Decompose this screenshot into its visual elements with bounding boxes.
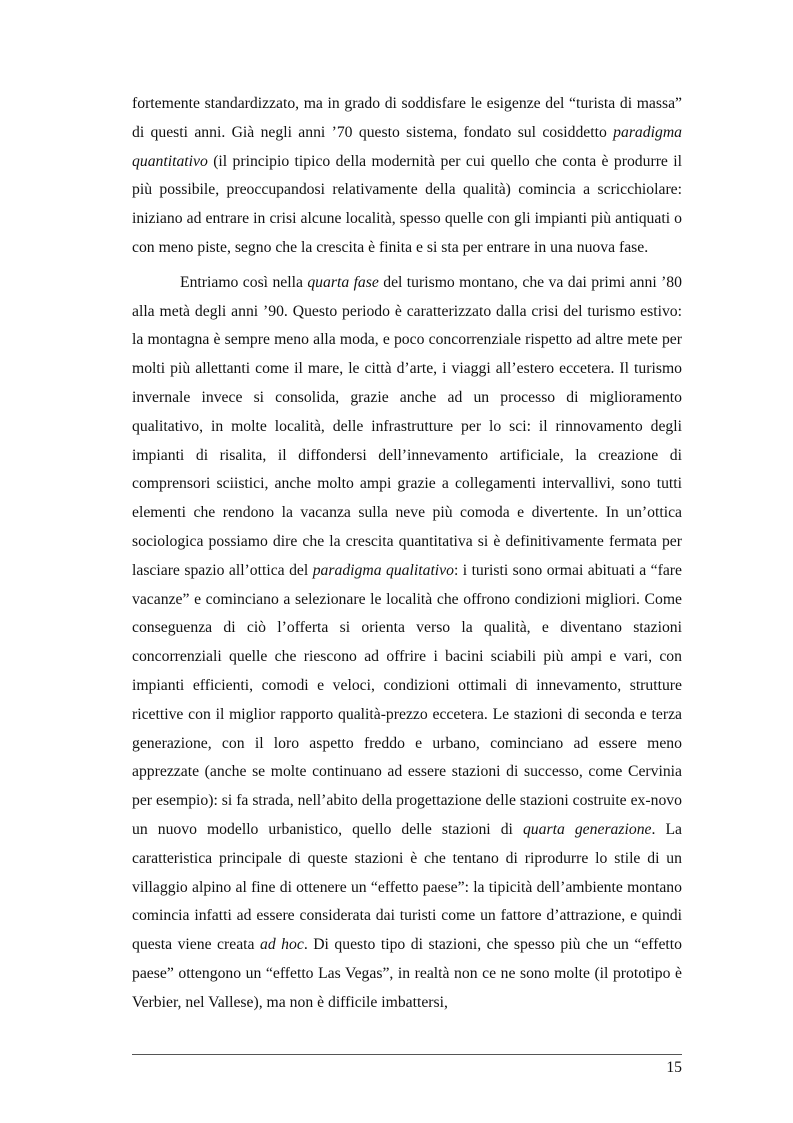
paragraph: Entriamo così nella quarta fase del turismo montano, che va dai primi anni ’80 alla metà degli anni ’90. Questo periodo è caratterizzato dalla crisi del turismo estivo: la montagna è sempre meno alla moda, e poco concorrenziale rispetto ad altre mete per molti più allettanti come il mare, le città d’arte, i viaggi all’estero eccetera. Il turismo invernale invece si consolida, grazie anche ad un processo di miglioramento qualitativo, in molte località, delle infrastrutture per lo sci: il rinnovamento degli impianti di risalita, il diffondersi dell’innevamento artificiale, la creazione di comprensori sciistici, anche molto ampi grazie a collegamenti intervallivi, sono tutti elementi che rendono la vacanza sulla neve più comoda e divertente. In un’ottica sociologica possiamo dire che la crescita quantitativa si è definitivamente fermata per lasciare spazio all’ottica del paradigma qualitativo: i turisti sono ormai abituati a “fare vacanze” e cominciano a selezionare le località che offrono condizioni migliori. Come conseguenza di ciò l’offerta si orienta verso la qualità, e diventano stazioni concorrenziali quelle che riescono ad offrire i bacini sciabili più ampi e vari, con impianti efficienti, comodi e veloci, condizioni ottimali di innevamento, strutture ricettive con il miglior rapporto qualità-prezzo eccetera. Le stazioni di seconda e terza generazione, con il loro aspetto freddo e urbano, cominciano ad essere meno apprezzate (anche se molte continuano ad essere stazioni di successo, come Cervinia per esempio): si fa strada, nell’abito della progettazione delle stazioni costruite ex-novo un nuovo modello urbanistico, quello delle stazioni di quarta generazione. La caratteristica principale di queste stazioni è che tentano di riprodurre lo stile di un villaggio alpino al fine di ottenere un “effetto paese”: la tipicità dell’ambiente montano comincia infatti ad essere considerata dai turisti come un fattore d’attrazione, e quindi questa viene creata ad hoc. Di questo tipo di stazioni, che spesso più che un “effetto paese” ottengono un “effetto Las Vegas”, in realtà non ce ne sono molte (il prototipo è Verbier, nel Vallese), ma non è difficile imbattersi, [132,273,683,1011]
italic-term: ad hoc [259,936,304,954]
page-number: 15 [666,1059,682,1076]
paragraph: fortemente standardizzato, ma in grado di soddisfare le esigenze del “turista di massa” di questi anni. Già negli anni ’70 questo sistema, fondato sul cosiddetto paradigma quantitativo (il principio tipico della modernità per cui quello che conta è produrre il più possibile, preoccupandosi relativamente della qualità) comincia a scricchiolare: iniziano ad entrare in crisi alcune località, spesso quelle con gli impianti più antiquati o con meno piste, segno che la crescita è finita e si sta per entrare in una nuova fase. [132,95,682,256]
italic-term: quarta fase [307,273,379,291]
italic-term: paradigma qualitativo [312,561,454,579]
footer-rule [132,1054,682,1055]
body-text [132,90,682,1018]
italic-term: quarta generazione [522,820,652,838]
italic-term: paradigma quantitativo [132,123,682,170]
